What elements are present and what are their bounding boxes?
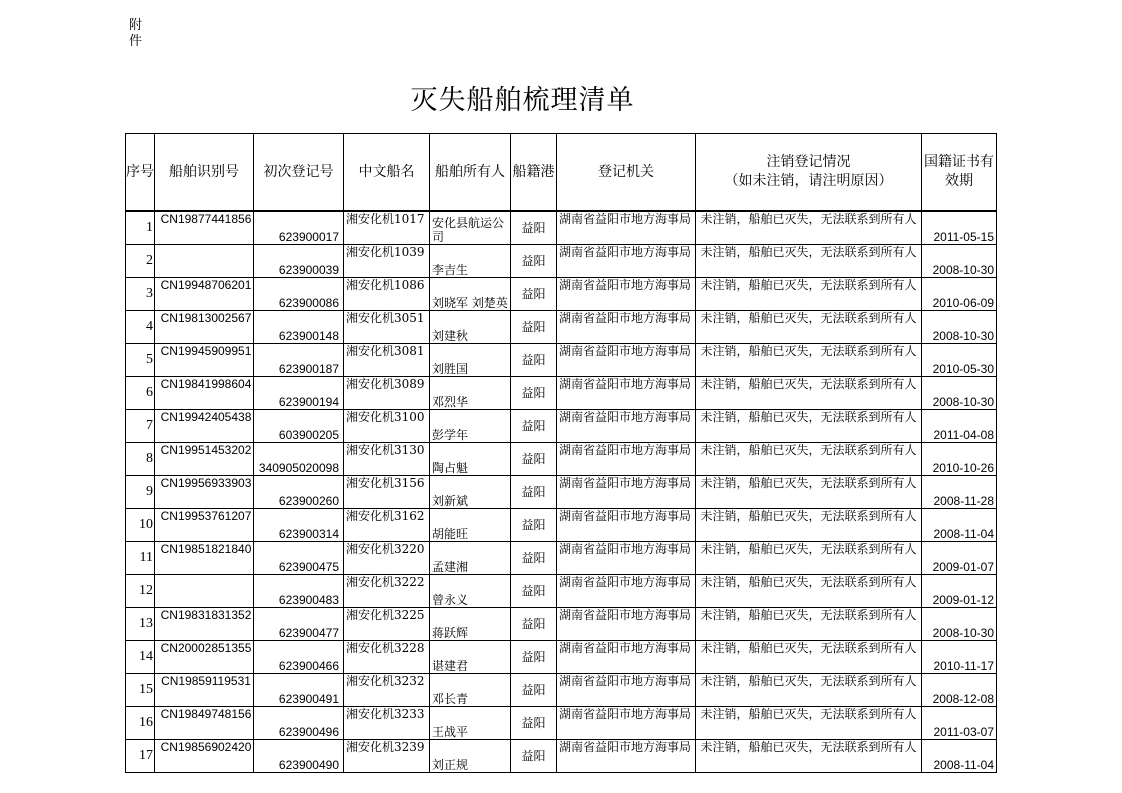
table-row [126,674,997,707]
row-seq: 7 [126,410,155,443]
row-cn-name: 湘安化机3162 [344,509,430,542]
header-authority: 登记机关 [557,134,696,211]
row-port: 益阳 [511,575,557,608]
row-cn-name: 湘安化机3222 [344,575,430,608]
row-seq: 15 [126,674,155,707]
row-status: 未注销，船舶已灭失，无法联系到所有人 [696,212,922,245]
row-cn-name: 湘安化机3156 [344,476,430,509]
row-authority: 湖南省益阳市地方海事局 [557,575,696,608]
row-cn-name: 湘安化机1039 [344,245,430,278]
row-port: 益阳 [511,641,557,674]
row-seq: 1 [126,212,155,245]
row-ship-id [155,575,254,608]
row-ship-id: CN19956933903 [155,476,254,509]
row-seq: 14 [126,641,155,674]
row-port: 益阳 [511,278,557,311]
row-owner: 安化县航运公司 [430,212,511,245]
table-body [126,212,997,773]
row-ship-id: CN19953761207 [155,509,254,542]
row-authority: 湖南省益阳市地方海事局 [557,443,696,476]
row-first-reg: 623900475 [254,542,344,575]
row-ship-id: CN19849748156 [155,707,254,740]
row-first-reg: 623900148 [254,311,344,344]
row-validity: 2008-10-30 [922,377,997,410]
row-seq: 11 [126,542,155,575]
row-validity: 2010-11-17 [922,641,997,674]
row-owner: 邓烈华 [430,377,511,410]
row-ship-id: CN19856902420 [155,740,254,773]
header-cancel-line1: 注销登记情况 [766,154,851,170]
row-port: 益阳 [511,245,557,278]
page-title: 灭失船舶梳理清单 [410,85,635,116]
row-status: 未注销，船舶已灭失，无法联系到所有人 [696,740,922,773]
row-first-reg: 623900187 [254,344,344,377]
row-status: 未注销，船舶已灭失，无法联系到所有人 [696,377,922,410]
row-validity: 2010-05-30 [922,344,997,377]
row-first-reg: 623900314 [254,509,344,542]
row-validity: 2011-03-07 [922,707,997,740]
row-port: 益阳 [511,476,557,509]
row-validity: 2011-04-08 [922,410,997,443]
row-owner: 陶占魁 [430,443,511,476]
row-ship-id: CN20002851355 [155,641,254,674]
table-row [126,410,997,443]
row-ship-id: CN19945909951 [155,344,254,377]
row-ship-id: CN19813002567 [155,311,254,344]
table-row [126,641,997,674]
row-cn-name: 湘安化机3130 [344,443,430,476]
row-validity: 2009-01-12 [922,575,997,608]
header-ship-id: 船舶识别号 [155,134,254,211]
row-seq: 17 [126,740,155,773]
row-first-reg: 623900490 [254,740,344,773]
row-status: 未注销，船舶已灭失，无法联系到所有人 [696,245,922,278]
row-authority: 湖南省益阳市地方海事局 [557,674,696,707]
row-authority: 湖南省益阳市地方海事局 [557,608,696,641]
table-row [126,740,997,773]
row-seq: 8 [126,443,155,476]
table-row [126,707,997,740]
row-seq: 13 [126,608,155,641]
row-ship-id: CN19841998604 [155,377,254,410]
row-owner: 蒋跃辉 [430,608,511,641]
table-row [126,542,997,575]
row-seq: 16 [126,707,155,740]
row-owner: 刘建秋 [430,311,511,344]
row-cn-name: 湘安化机3081 [344,344,430,377]
row-cn-name: 湘安化机3239 [344,740,430,773]
row-cn-name: 湘安化机3089 [344,377,430,410]
row-seq: 10 [126,509,155,542]
row-authority: 湖南省益阳市地方海事局 [557,410,696,443]
row-owner: 彭学年 [430,410,511,443]
row-seq: 12 [126,575,155,608]
row-validity: 2010-06-09 [922,278,997,311]
row-authority: 湖南省益阳市地方海事局 [557,311,696,344]
row-first-reg: 623900483 [254,575,344,608]
row-authority: 湖南省益阳市地方海事局 [557,707,696,740]
row-ship-id: CN19942405438 [155,410,254,443]
row-ship-id: CN19948706201 [155,278,254,311]
row-cn-name: 湘安化机3225 [344,608,430,641]
header-owner: 船舶所有人 [430,134,511,211]
row-status: 未注销，船舶已灭失，无法联系到所有人 [696,542,922,575]
row-status: 未注销，船舶已灭失，无法联系到所有人 [696,674,922,707]
table-row [126,245,997,278]
row-status: 未注销，船舶已灭失，无法联系到所有人 [696,608,922,641]
row-port: 益阳 [511,212,557,245]
row-owner: 孟建湘 [430,542,511,575]
row-first-reg: 623900496 [254,707,344,740]
row-authority: 湖南省益阳市地方海事局 [557,245,696,278]
table-row [126,476,997,509]
row-cn-name: 湘安化机3228 [344,641,430,674]
row-owner: 邓长青 [430,674,511,707]
row-authority: 湖南省益阳市地方海事局 [557,212,696,245]
row-seq: 4 [126,311,155,344]
row-validity: 2010-10-26 [922,443,997,476]
row-first-reg: 623900194 [254,377,344,410]
row-seq: 9 [126,476,155,509]
row-cn-name: 湘安化机3100 [344,410,430,443]
header-row [126,134,997,211]
row-owner: 曾永义 [430,575,511,608]
row-validity: 2008-11-04 [922,509,997,542]
table-row [126,509,997,542]
row-authority: 湖南省益阳市地方海事局 [557,377,696,410]
row-status: 未注销，船舶已灭失，无法联系到所有人 [696,575,922,608]
row-status: 未注销，船舶已灭失，无法联系到所有人 [696,707,922,740]
row-cn-name: 湘安化机3220 [344,542,430,575]
header-cn-name: 中文船名 [344,134,430,211]
table-row [126,212,997,245]
row-status: 未注销，船舶已灭失，无法联系到所有人 [696,641,922,674]
row-port: 益阳 [511,344,557,377]
row-validity: 2008-11-28 [922,476,997,509]
row-authority: 湖南省益阳市地方海事局 [557,641,696,674]
row-first-reg: 623900017 [254,212,344,245]
header-seq: 序号 [126,134,155,211]
row-status: 未注销，船舶已灭失，无法联系到所有人 [696,278,922,311]
row-authority: 湖南省益阳市地方海事局 [557,476,696,509]
row-port: 益阳 [511,443,557,476]
row-seq: 6 [126,377,155,410]
header-cancel-status [696,134,922,211]
table-row [126,443,997,476]
row-status: 未注销，船舶已灭失，无法联系到所有人 [696,509,922,542]
row-first-reg: 340905020098 [254,443,344,476]
attachment-label: 附件 [129,18,143,49]
row-authority: 湖南省益阳市地方海事局 [557,278,696,311]
row-ship-id: CN19951453202 [155,443,254,476]
row-seq: 3 [126,278,155,311]
row-owner: 王战平 [430,707,511,740]
row-owner: 刘新斌 [430,476,511,509]
row-validity: 2008-10-30 [922,311,997,344]
table-row [126,278,997,311]
ship-list-table [125,133,997,773]
row-cn-name: 湘安化机3233 [344,707,430,740]
row-cn-name: 湘安化机3051 [344,311,430,344]
row-validity: 2009-01-07 [922,542,997,575]
header-cancel-line2: （如未注销，请注明原因） [724,173,893,189]
row-first-reg: 623900039 [254,245,344,278]
row-authority: 湖南省益阳市地方海事局 [557,740,696,773]
row-status: 未注销，船舶已灭失，无法联系到所有人 [696,443,922,476]
row-status: 未注销，船舶已灭失，无法联系到所有人 [696,344,922,377]
row-ship-id [155,245,254,278]
row-first-reg: 603900205 [254,410,344,443]
table-row [126,311,997,344]
row-owner: 胡能旺 [430,509,511,542]
header-validity: 国籍证书有效期 [922,134,997,211]
row-owner: 谌建君 [430,641,511,674]
row-port: 益阳 [511,542,557,575]
row-owner: 李吉生 [430,245,511,278]
row-port: 益阳 [511,509,557,542]
row-ship-id: CN19877441856 [155,212,254,245]
table-row [126,608,997,641]
row-port: 益阳 [511,377,557,410]
row-owner: 刘正规 [430,740,511,773]
row-first-reg: 623900477 [254,608,344,641]
row-validity: 2008-12-08 [922,674,997,707]
row-validity: 2008-10-30 [922,608,997,641]
row-status: 未注销，船舶已灭失，无法联系到所有人 [696,311,922,344]
header-first-reg: 初次登记号 [254,134,344,211]
row-cn-name: 湘安化机1017 [344,212,430,245]
row-status: 未注销，船舶已灭失，无法联系到所有人 [696,410,922,443]
header-port: 船籍港 [511,134,557,211]
row-port: 益阳 [511,311,557,344]
table-row [126,344,997,377]
row-first-reg: 623900466 [254,641,344,674]
row-ship-id: CN19851821840 [155,542,254,575]
row-first-reg: 623900491 [254,674,344,707]
table-row [126,575,997,608]
row-authority: 湖南省益阳市地方海事局 [557,509,696,542]
row-port: 益阳 [511,608,557,641]
row-cn-name: 湘安化机3232 [344,674,430,707]
row-seq: 2 [126,245,155,278]
row-validity: 2011-05-15 [922,212,997,245]
row-authority: 湖南省益阳市地方海事局 [557,344,696,377]
row-first-reg: 623900086 [254,278,344,311]
row-validity: 2008-10-30 [922,245,997,278]
row-status: 未注销，船舶已灭失，无法联系到所有人 [696,476,922,509]
row-port: 益阳 [511,740,557,773]
row-owner: 刘胜国 [430,344,511,377]
row-port: 益阳 [511,707,557,740]
row-port: 益阳 [511,674,557,707]
row-port: 益阳 [511,410,557,443]
row-cn-name: 湘安化机1086 [344,278,430,311]
row-ship-id: CN19859119531 [155,674,254,707]
row-first-reg: 623900260 [254,476,344,509]
row-owner: 刘晓军 刘楚英 [430,278,511,311]
row-seq: 5 [126,344,155,377]
table-row [126,377,997,410]
row-ship-id: CN19831831352 [155,608,254,641]
row-validity: 2008-11-04 [922,740,997,773]
row-authority: 湖南省益阳市地方海事局 [557,542,696,575]
